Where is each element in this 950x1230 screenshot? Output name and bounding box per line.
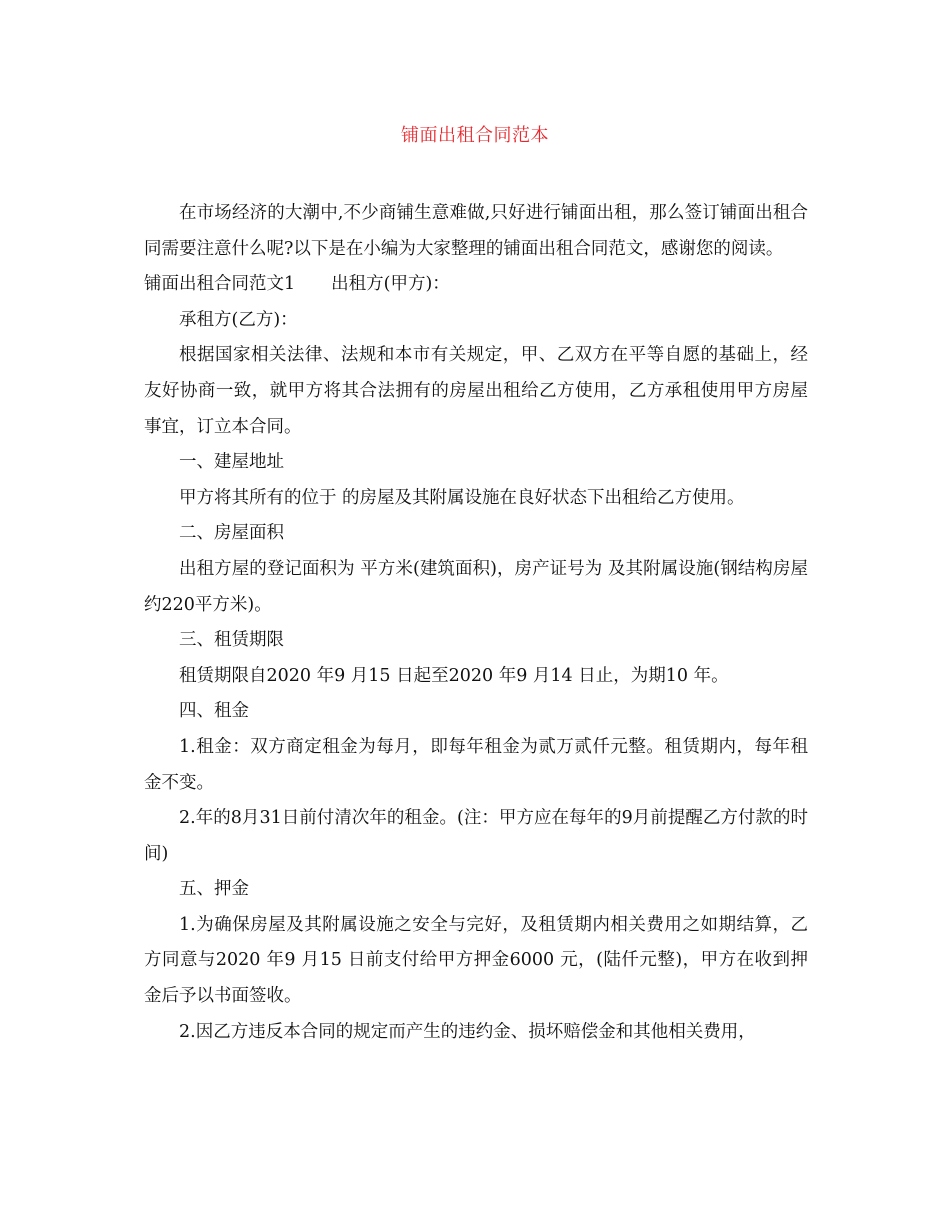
section-4-item-2: 2.年的8月31日前付清次年的租金。(注：甲方应在每年的9月前提醒乙方付款的时间) xyxy=(144,808,808,864)
section-5-heading: 五、押金 xyxy=(179,879,249,900)
sample-heading: 铺面出租合同范文1 xyxy=(144,274,296,295)
section-2-heading: 二、房屋面积 xyxy=(179,523,284,544)
intro-paragraph: 在市场经济的大潮中,不少商铺生意难做,只好进行铺面出租，那么签订铺面出租合同需要注意什么呢?以下是在小编为大家整理的铺面出租合同范文，感谢您的阅读。 xyxy=(144,203,808,259)
preamble-paragraph: 根据国家相关法律、法规和本市有关规定，甲、乙双方在平等自愿的基础上，经友好协商一致，就甲方将其合法拥有的房屋出租给乙方使用，乙方承租使用甲方房屋事宜，订立本合同。 xyxy=(144,345,808,437)
section-5-item-1: 1.为确保房屋及其附属设施之安全与完好，及租赁期内相关费用之如期结算，乙方同意与2020 年9 月15 日前支付给甲方押金6000 元，(陆仟元整)，甲方在收到押金后予以书面签收。 xyxy=(144,914,808,1007)
lessee-label: 承租方(乙方)： xyxy=(179,309,298,330)
section-5-item-2: 2.因乙方违反本合同的规定而产生的违约金、损坏赔偿金和其他相关费用， xyxy=(179,1021,756,1042)
document-title: 铺面出租合同范本 xyxy=(401,125,549,146)
section-3-text: 租赁期限自2020 年9 月15 日起至2020 年9 月14 日止，为期10 年。 xyxy=(179,665,729,686)
document-body xyxy=(144,196,808,1050)
section-1-heading: 一、建屋地址 xyxy=(179,452,284,473)
section-1-text: 甲方将其所有的位于 的房屋及其附属设施在良好状态下出租给乙方使用。 xyxy=(179,487,745,508)
section-2-text: 出租方屋的登记面积为 平方米(建筑面积)，房产证号为 及其附属设施(钢结构房屋约220平方米)。 xyxy=(144,558,808,615)
section-3-heading: 三、租赁期限 xyxy=(179,630,284,651)
section-4-item-1: 1.租金：双方商定租金为每月，即每年租金为贰万贰仟元整。租赁期内，每年租金不变。 xyxy=(144,736,808,793)
sample-line xyxy=(144,267,808,303)
section-4-heading: 四、租金 xyxy=(179,701,249,722)
lessor-label: 出租方(甲方)： xyxy=(331,274,450,295)
